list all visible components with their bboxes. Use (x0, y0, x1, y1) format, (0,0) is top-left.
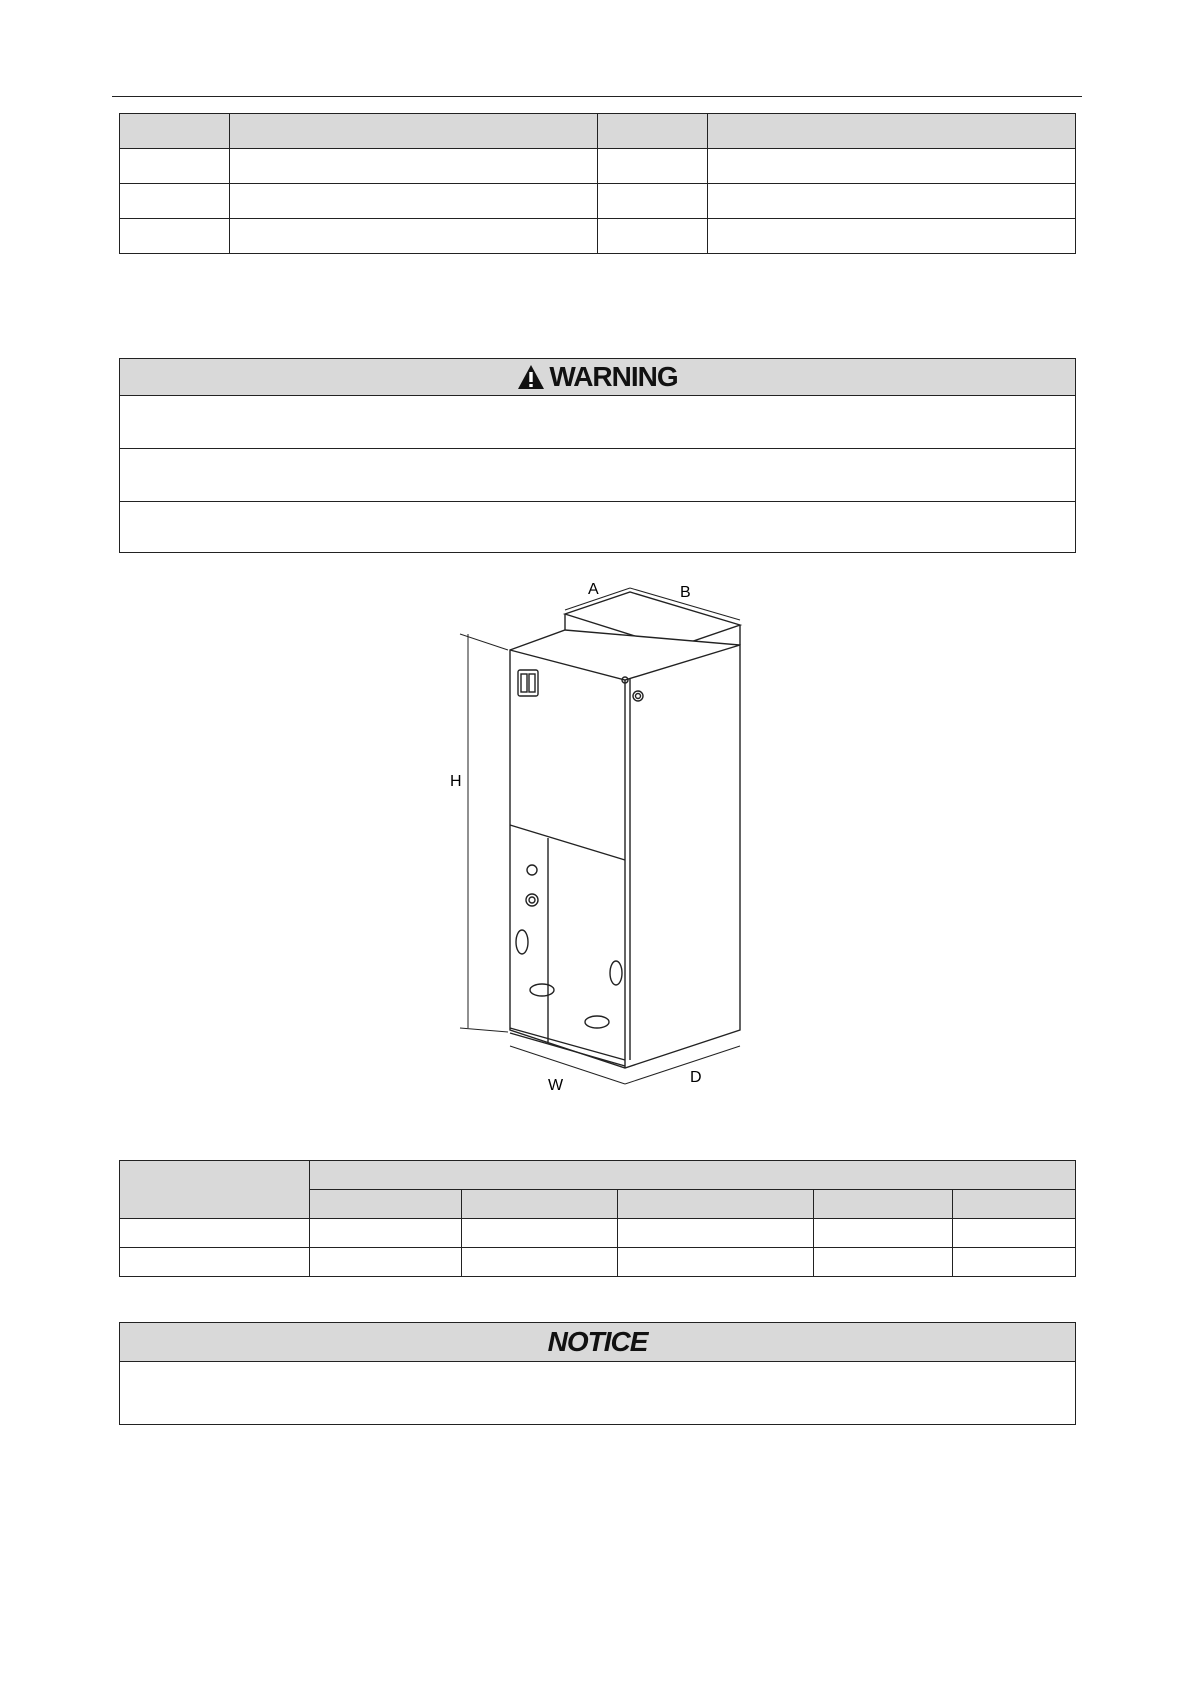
header-cell (953, 1190, 1076, 1219)
header-cell (461, 1190, 618, 1219)
table-cell (708, 149, 1076, 184)
air-handler-unit-drawing (430, 570, 770, 1090)
table-cell (618, 1219, 814, 1248)
table-cell (120, 219, 230, 254)
table-cell (618, 1248, 814, 1277)
dim-label-d: D (690, 1069, 702, 1086)
warning-title-text: WARNING (549, 361, 678, 392)
warning-row (120, 449, 1075, 502)
header-cell (309, 1190, 461, 1219)
table-row (120, 149, 1076, 184)
table-cell (814, 1219, 953, 1248)
notice-row (120, 1362, 1075, 1425)
header-cell (598, 114, 708, 149)
notice-title: NOTICE (547, 1326, 648, 1357)
dim-label-b: B (680, 584, 691, 601)
dimensions-table (119, 1160, 1076, 1277)
table-row (120, 1248, 1076, 1277)
table-row (120, 184, 1076, 219)
warning-box (119, 358, 1076, 553)
warning-triangle-icon (517, 364, 545, 390)
table-row (120, 1219, 1076, 1248)
table-cell (598, 149, 708, 184)
header-cell (229, 114, 598, 149)
table-cell (814, 1248, 953, 1277)
header-cell (618, 1190, 814, 1219)
table-cell (309, 1248, 461, 1277)
table-row (120, 219, 1076, 254)
table-cell (953, 1248, 1076, 1277)
table-cell (461, 1248, 618, 1277)
header-rule (112, 96, 1082, 97)
table-header-row (120, 1161, 1076, 1190)
notice-header (120, 1323, 1075, 1362)
table-cell (309, 1219, 461, 1248)
table-cell (120, 1248, 310, 1277)
warning-title (517, 361, 677, 393)
header-cell (120, 114, 230, 149)
dim-label-h: H (450, 773, 462, 790)
table-cell (229, 149, 598, 184)
table-header-row (120, 114, 1076, 149)
table-cell (708, 184, 1076, 219)
header-cell (814, 1190, 953, 1219)
header-cell (120, 1161, 310, 1219)
table-cell (120, 149, 230, 184)
table-cell (708, 219, 1076, 254)
warning-header (120, 359, 1075, 396)
table-cell (120, 184, 230, 219)
header-cell (309, 1161, 1075, 1190)
table-cell (120, 1219, 310, 1248)
table-cell (598, 184, 708, 219)
parts-table (119, 113, 1076, 254)
dim-label-w: W (548, 1077, 564, 1090)
header-cell (708, 114, 1076, 149)
table-cell (953, 1219, 1076, 1248)
warning-row (120, 396, 1075, 449)
table-cell (598, 219, 708, 254)
table-cell (229, 184, 598, 219)
dim-label-a: A (588, 581, 599, 598)
warning-row (120, 502, 1075, 554)
table-cell (461, 1219, 618, 1248)
table-cell (229, 219, 598, 254)
notice-box (119, 1322, 1076, 1425)
